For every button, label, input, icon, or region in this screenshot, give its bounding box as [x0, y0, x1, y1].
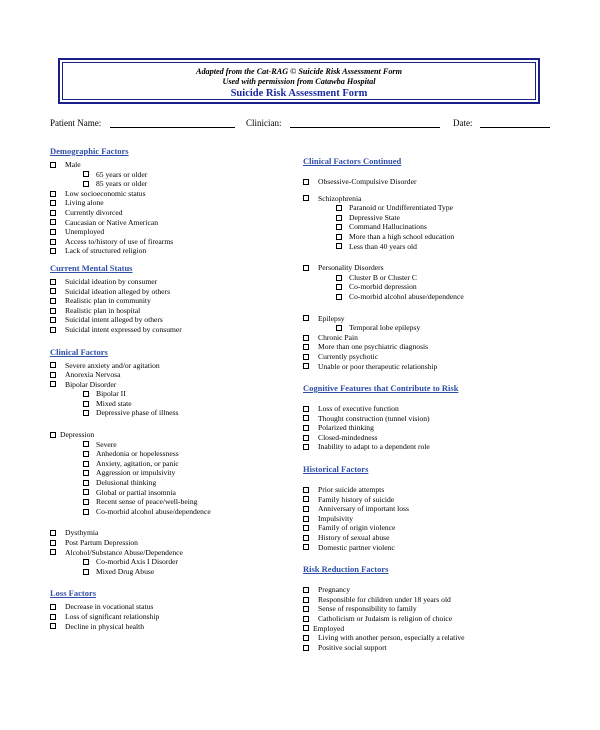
item-label: Thought construction (tunnel vision): [318, 413, 430, 423]
checkbox[interactable]: [303, 525, 309, 531]
item-label: Living alone: [65, 198, 104, 208]
list-item: [50, 538, 300, 548]
list-item: [50, 488, 300, 498]
checkbox[interactable]: [336, 243, 342, 249]
list-item: [50, 179, 300, 189]
list-item: [303, 404, 553, 414]
item-label: Currently divorced: [65, 207, 123, 217]
list-item: [303, 533, 553, 543]
list-item: [303, 604, 553, 614]
item-label: Cluster B or Cluster C: [349, 272, 417, 282]
checkbox[interactable]: [303, 645, 309, 651]
checkbox[interactable]: [336, 325, 342, 331]
date-label: Date:: [453, 118, 473, 128]
checkbox[interactable]: [303, 544, 309, 550]
item-label: Mixed Drug Abuse: [96, 566, 155, 576]
list-item: [303, 495, 553, 505]
item-label: Decrease in vocational status: [65, 602, 154, 612]
list-item: [303, 292, 553, 302]
checkbox[interactable]: [336, 294, 342, 300]
checkbox[interactable]: [83, 569, 89, 575]
item-label: Depressive phase of illness: [96, 408, 179, 418]
section-title-risk-reduction: Risk Reduction Factors: [303, 564, 389, 575]
list-item: [50, 287, 300, 297]
list-item: [50, 170, 300, 180]
list-item: [50, 380, 300, 390]
checkbox[interactable]: [303, 344, 309, 350]
checkbox[interactable]: [83, 441, 89, 447]
checkbox[interactable]: [50, 219, 56, 225]
item-label: 65 years or older: [96, 169, 148, 179]
checkbox[interactable]: [83, 499, 89, 505]
patient-name-label: Patient Name:: [50, 118, 102, 128]
list-item: [50, 361, 300, 371]
checkbox[interactable]: [303, 425, 309, 431]
item-label: Domestic partner violenc: [318, 542, 395, 552]
checkbox[interactable]: [50, 549, 56, 555]
patient-info-fields: [0, 118, 600, 132]
item-label: Global or partial insomnia: [96, 487, 176, 497]
list-item: [303, 232, 553, 242]
checkbox[interactable]: [83, 489, 89, 495]
list-item: [50, 277, 300, 287]
list-item: [50, 306, 300, 316]
demographic-list: [50, 160, 300, 256]
checkbox[interactable]: [50, 288, 56, 294]
checkbox[interactable]: [303, 406, 309, 412]
list-item: [50, 399, 300, 409]
checkbox[interactable]: [50, 200, 56, 206]
checkbox[interactable]: [336, 224, 342, 230]
checkbox[interactable]: [50, 162, 56, 168]
item-label: Prior suicide attempts: [318, 485, 385, 495]
list-item: [303, 273, 553, 283]
list-item: [50, 325, 300, 335]
list-item: [303, 633, 553, 643]
checkbox[interactable]: [83, 391, 89, 397]
list-item: [303, 504, 553, 514]
header-adapted-line: Adapted from the Cat-RAG © Suicide Risk Assessment Form: [196, 67, 402, 76]
list-item: [303, 213, 553, 223]
item-label: Family of origin violence: [318, 523, 396, 533]
item-label: Male: [65, 160, 81, 169]
item-label: Suicidal intent expressed by consumer: [65, 324, 182, 334]
list-item: [303, 595, 553, 605]
right-column: [303, 156, 553, 652]
item-label: Sense of responsibility to family: [318, 604, 417, 614]
patient-name-field[interactable]: [110, 127, 235, 128]
list-item: [50, 296, 300, 306]
item-label: Access to/history of use of firearms: [65, 236, 174, 246]
list-item: [303, 643, 553, 653]
clinical-list-2: [50, 528, 300, 576]
checkbox[interactable]: [303, 354, 309, 360]
item-label: Delusional thinking: [96, 478, 157, 488]
checkbox[interactable]: [50, 317, 56, 323]
item-label: Co-morbid alcohol abuse/dependence: [96, 506, 211, 516]
list-item: [50, 440, 300, 450]
list-item: [50, 497, 300, 507]
list-item: [303, 433, 553, 443]
list-item: [50, 160, 300, 170]
list-item: [303, 523, 553, 533]
list-item: [50, 612, 300, 622]
checkbox[interactable]: [303, 496, 309, 502]
list-item: [50, 189, 300, 199]
item-label: Schizophrenia: [318, 193, 362, 203]
section-title-clinical-continued: Clinical Factors Continued: [303, 156, 402, 166]
list-item: [303, 342, 553, 352]
item-label: Depression: [60, 430, 95, 440]
checkbox[interactable]: [83, 451, 89, 457]
checkbox[interactable]: [303, 625, 309, 631]
item-label: Personality Disorders: [318, 263, 384, 273]
checkbox[interactable]: [50, 372, 56, 378]
checkbox[interactable]: [83, 470, 89, 476]
checkbox[interactable]: [336, 205, 342, 211]
list-item: [303, 323, 553, 333]
historical-list: [303, 485, 553, 552]
item-label: Responsible for children under 18 years old: [318, 594, 451, 604]
item-label: Less than 40 years old: [349, 241, 417, 251]
checkbox[interactable]: [50, 298, 56, 304]
clinical-continued-list: [303, 177, 553, 187]
item-label: More than one psychiatric diagnosis: [318, 342, 429, 352]
checkbox[interactable]: [83, 461, 89, 467]
checkbox[interactable]: [50, 229, 56, 235]
list-item: [50, 602, 300, 612]
form-header-inner: [62, 62, 536, 100]
list-item: [303, 177, 553, 187]
item-label: Severe anxiety and/or agitation: [65, 360, 160, 370]
list-item: [50, 622, 300, 632]
list-item: [50, 246, 300, 256]
checkbox[interactable]: [303, 635, 309, 641]
item-label: Aggression or impulsivity: [96, 468, 176, 478]
list-item: [50, 198, 300, 208]
list-item: [50, 237, 300, 247]
checkbox[interactable]: [83, 509, 89, 515]
item-label: Inability to adapt to a dependent role: [318, 442, 430, 452]
cognitive-list: [303, 404, 553, 452]
checkbox[interactable]: [83, 181, 89, 187]
item-label: Co-morbid depression: [349, 282, 417, 292]
item-label: Employed: [313, 623, 345, 633]
item-label: Anniversary of important loss: [318, 504, 409, 514]
list-item: [303, 614, 553, 624]
checkbox[interactable]: [303, 179, 309, 185]
checkbox[interactable]: [50, 191, 56, 197]
loss-list: [50, 602, 300, 631]
checkbox[interactable]: [50, 540, 56, 546]
item-label: Recent sense of peace/well-being: [96, 497, 198, 507]
checkbox[interactable]: [336, 215, 342, 221]
item-label: Paranoid or Undifferentiated Type: [349, 203, 453, 213]
list-item: [303, 314, 553, 324]
item-label: Suicidal ideation alleged by others: [65, 286, 171, 296]
item-label: Polarized thinking: [318, 423, 374, 433]
checkbox[interactable]: [50, 248, 56, 254]
checkbox[interactable]: [303, 535, 309, 541]
item-label: 85 years or older: [96, 179, 148, 189]
item-label: Pregnancy: [318, 585, 351, 595]
item-label: Co-morbid Axis I Disorder: [96, 557, 179, 567]
depression-list: [50, 430, 300, 516]
checkbox[interactable]: [303, 195, 309, 201]
section-title-cognitive: Cognitive Features that Contribute to Risk: [303, 383, 459, 394]
item-label: More than a high school education: [349, 231, 455, 241]
list-item: [303, 282, 553, 292]
item-label: Realistic plan in hospital: [65, 305, 141, 315]
item-label: History of sexual abuse: [318, 533, 390, 543]
checkbox[interactable]: [303, 415, 309, 421]
item-label: Obsessive-Compulsive Disorder: [318, 177, 417, 186]
checkbox[interactable]: [303, 363, 309, 369]
epilepsy-list: [303, 314, 553, 372]
list-item: [50, 208, 300, 218]
checkbox[interactable]: [83, 480, 89, 486]
list-item: [50, 389, 300, 399]
schizophrenia-list: [303, 194, 553, 252]
list-item: [303, 333, 553, 343]
item-label: Anhedonia or hopelessness: [96, 449, 179, 459]
list-item: [303, 203, 553, 213]
list-item: [303, 222, 553, 232]
item-label: Caucasian or Native American: [65, 217, 158, 227]
item-label: Temporal lobe epilepsy: [349, 323, 421, 333]
list-item: [303, 585, 553, 595]
checkbox[interactable]: [50, 308, 56, 314]
header-permission-line: Used with permission from Catawba Hospital: [222, 76, 376, 86]
left-column: [50, 146, 300, 631]
list-item: [50, 449, 300, 459]
checkbox[interactable]: [303, 315, 309, 321]
checkbox[interactable]: [50, 530, 56, 536]
list-item: [303, 263, 553, 273]
checkbox[interactable]: [83, 410, 89, 416]
checkbox[interactable]: [50, 614, 56, 620]
list-item: [303, 423, 553, 433]
section-title-demographic: Demographic Factors: [50, 146, 129, 156]
item-label: Loss of significant relationship: [65, 611, 160, 621]
list-item: [50, 548, 300, 558]
checkbox[interactable]: [303, 335, 309, 341]
section-title-mental-status: Current Mental Status: [50, 262, 133, 273]
risk-reduction-list: [303, 585, 553, 652]
item-label: Epilepsy: [318, 313, 345, 323]
item-label: Severe: [96, 439, 117, 449]
checkbox[interactable]: [303, 587, 309, 593]
clinician-field[interactable]: [290, 127, 440, 128]
item-label: Suicidal intent alleged by others: [65, 315, 163, 325]
checkbox[interactable]: [50, 210, 56, 216]
list-item: [50, 557, 300, 567]
item-label: Co-morbid alcohol abuse/dependence: [349, 291, 464, 301]
list-item: [303, 543, 553, 553]
list-item: [50, 227, 300, 237]
checkbox[interactable]: [303, 606, 309, 612]
item-label: Impulsivity: [318, 513, 354, 523]
form-header: [58, 58, 540, 104]
item-label: Anxiety, agitation, or panic: [96, 458, 179, 468]
checkbox[interactable]: [303, 616, 309, 622]
item-label: Command Hallucinations: [349, 222, 427, 232]
checkbox[interactable]: [50, 623, 56, 629]
section-title-historical: Historical Factors: [303, 464, 369, 475]
list-item: [303, 194, 553, 204]
checkbox[interactable]: [50, 327, 56, 333]
list-item: [50, 408, 300, 418]
list-item: [303, 624, 553, 634]
item-label: Suicidal ideation by consumer: [65, 276, 158, 286]
item-label: Unemployed: [65, 227, 105, 237]
checkbox[interactable]: [303, 487, 309, 493]
checkbox[interactable]: [50, 381, 56, 387]
item-label: Post Partum Depression: [65, 538, 138, 547]
item-label: Decline in physical health: [65, 621, 145, 631]
list-item: [50, 528, 300, 538]
list-item: [50, 430, 300, 440]
item-label: Bipolar II: [96, 389, 126, 399]
list-item: [303, 442, 553, 452]
date-field[interactable]: [480, 127, 550, 128]
checkbox[interactable]: [303, 265, 309, 271]
checkbox[interactable]: [303, 597, 309, 603]
mental-status-list: [50, 277, 300, 335]
item-label: Catholicism or Judaism is religion of choice: [318, 614, 453, 623]
checkbox[interactable]: [83, 559, 89, 565]
form-title: Suicide Risk Assessment Form: [230, 88, 368, 99]
list-item: [303, 362, 553, 372]
checkbox[interactable]: [50, 279, 56, 285]
checkbox[interactable]: [50, 239, 56, 245]
clinical-list: [50, 361, 300, 419]
list-item: [303, 242, 553, 252]
checkbox[interactable]: [336, 275, 342, 281]
checkbox[interactable]: [83, 401, 89, 407]
section-title-clinical: Clinical Factors: [50, 346, 108, 357]
item-label: Depressive State: [349, 212, 400, 222]
checkbox[interactable]: [303, 516, 309, 522]
list-item: [50, 315, 300, 325]
list-item: [50, 370, 300, 380]
item-label: Chronic Pain: [318, 332, 358, 342]
item-label: Alcohol/Substance Abuse/Dependence: [65, 547, 183, 557]
personality-list: [303, 263, 553, 301]
item-label: Family history of suicide: [318, 494, 395, 504]
item-label: Living with another person, especially a relative: [318, 633, 465, 643]
item-label: Loss of executive function: [318, 404, 399, 414]
checkbox[interactable]: [303, 444, 309, 450]
item-label: Positive social support: [318, 642, 387, 652]
item-label: Unable or poor therapeutic relationship: [318, 361, 438, 371]
list-item: [50, 478, 300, 488]
list-item: [50, 567, 300, 577]
item-label: Lack of structured religion: [65, 246, 147, 256]
item-label: Mixed state: [96, 398, 132, 408]
item-label: Bipolar Disorder: [65, 379, 117, 389]
item-label: Dysthymia: [65, 528, 99, 538]
item-label: Realistic plan in community: [65, 296, 151, 306]
checkbox[interactable]: [50, 604, 56, 610]
checkbox[interactable]: [50, 432, 56, 438]
list-item: [303, 514, 553, 524]
list-item: [50, 507, 300, 517]
item-label: Closed-mindedness: [318, 432, 378, 442]
list-item: [303, 485, 553, 495]
checkbox[interactable]: [83, 171, 89, 177]
item-label: Low socioeconomic status: [65, 188, 146, 198]
checkbox[interactable]: [303, 435, 309, 441]
clinician-label: Clinician:: [246, 118, 282, 128]
list-item: [303, 352, 553, 362]
list-item: [303, 414, 553, 424]
list-item: [50, 218, 300, 228]
list-item: [50, 468, 300, 478]
checkbox[interactable]: [336, 284, 342, 290]
checkbox[interactable]: [50, 362, 56, 368]
item-label: Anorexia Nervosa: [65, 370, 121, 380]
checkbox[interactable]: [303, 506, 309, 512]
item-label: Currently psychotic: [318, 351, 379, 361]
section-title-loss: Loss Factors: [50, 588, 97, 599]
list-item: [50, 459, 300, 469]
checkbox[interactable]: [336, 234, 342, 240]
